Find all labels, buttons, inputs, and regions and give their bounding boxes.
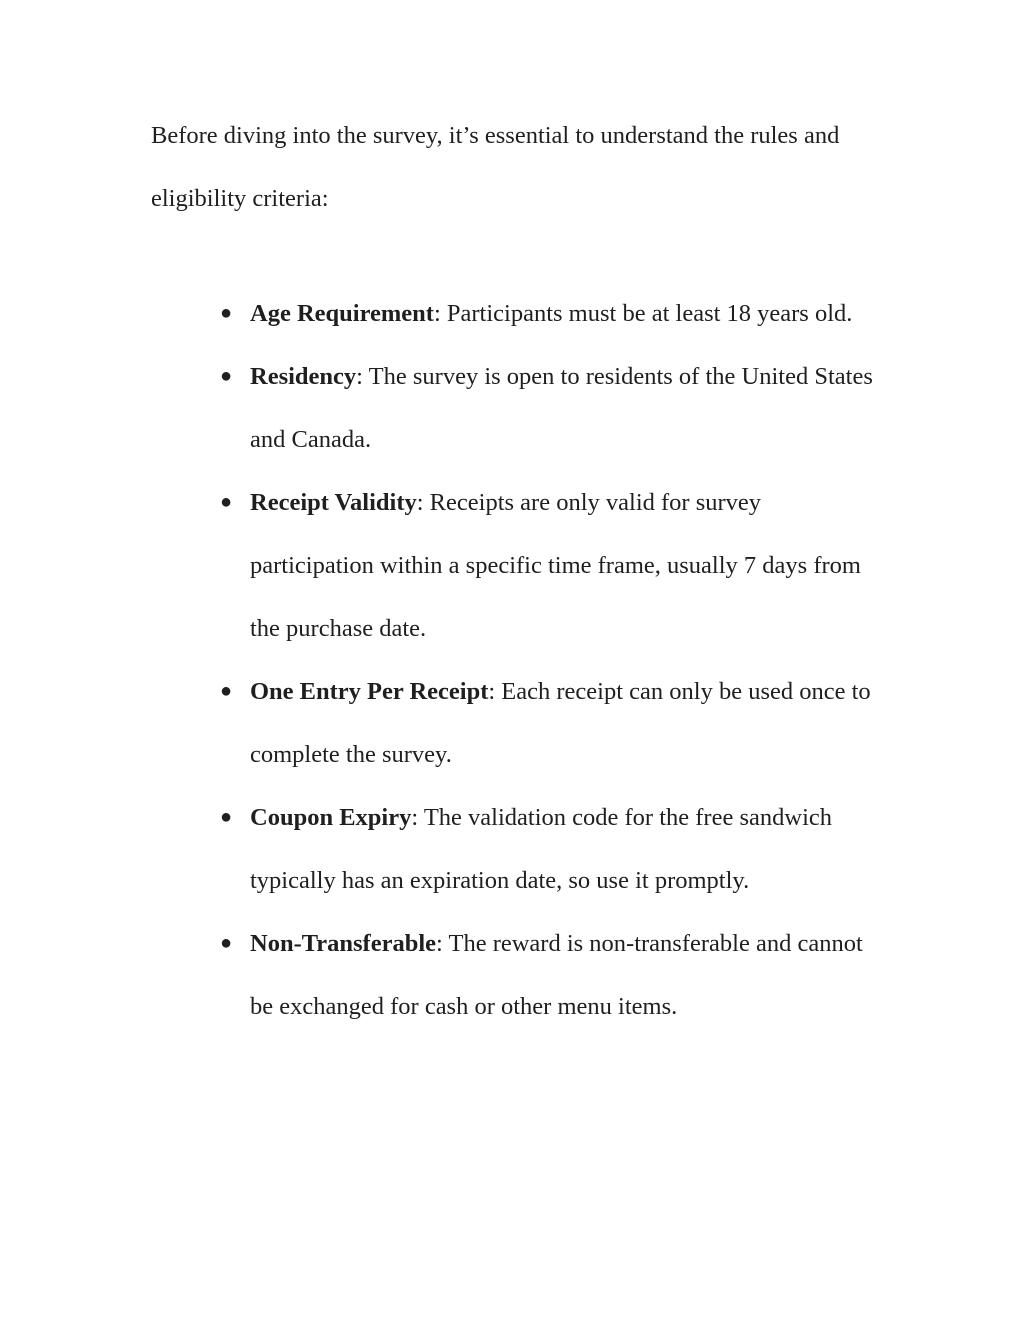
bullet-icon: ● — [220, 491, 233, 513]
bullet-icon: ● — [220, 365, 233, 387]
rule-title: Residency — [250, 363, 357, 390]
rule-title: Coupon Expiry — [250, 804, 412, 831]
bullet-icon: ● — [220, 302, 233, 324]
bullet-icon: ● — [220, 806, 233, 828]
rule-item-one-entry — [220, 660, 880, 786]
rule-text: : Each receipt can only be used once to complete the survey. — [250, 678, 871, 768]
rule-text: : The validation code for the free sandwich typically has an expiration date, so use it promptly. — [250, 804, 832, 894]
rule-text: : Participants must be at least 18 years old. — [433, 300, 853, 327]
rule-text: : The reward is non-transferable and cannot be exchanged for cash or other menu items. — [250, 930, 863, 1020]
rule-text: : The survey is open to residents of the United States and Canada. — [250, 363, 873, 453]
rule-title: One Entry Per Receipt — [250, 678, 489, 705]
rule-item-residency — [220, 345, 880, 471]
rules-list — [220, 282, 880, 1038]
rule-item-receipt-validity — [220, 471, 880, 660]
rule-title: Non-Transferable — [250, 930, 436, 957]
rule-item-coupon-expiry — [220, 786, 880, 912]
rule-text: : Receipts are only valid for survey participation within a specific time frame, usually 7 days from the purchase date. — [250, 489, 861, 642]
rule-title: Age Requirement — [250, 300, 434, 327]
bullet-icon: ● — [220, 680, 233, 702]
bullet-icon: ● — [220, 932, 233, 954]
intro-paragraph: Before diving into the survey, it’s essential to understand the rules and eligibility criteria: — [151, 122, 840, 212]
rule-title: Receipt Validity — [250, 489, 417, 516]
rule-item-age — [220, 282, 880, 345]
rule-item-non-transferable — [220, 912, 880, 1038]
